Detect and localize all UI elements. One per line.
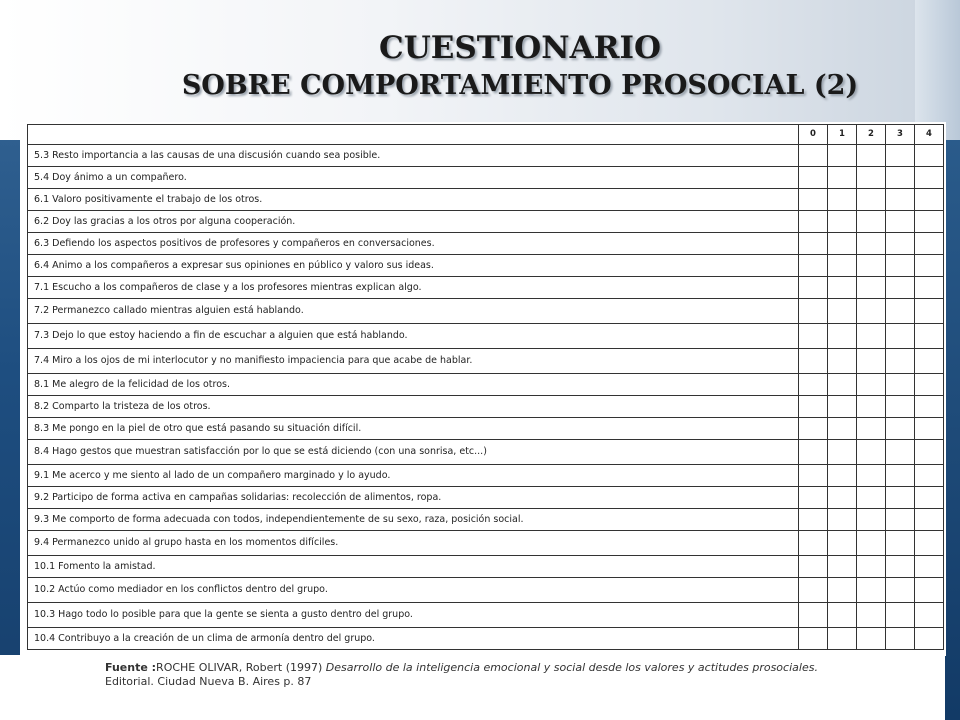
question-row [28, 603, 944, 628]
question-text: 7.3 Dejo lo que estoy haciendo a fin de escuchar a alguien que está hablando. [28, 324, 799, 349]
answer-cell-0[interactable] [799, 255, 828, 277]
answer-cell-0[interactable] [799, 349, 828, 374]
answer-cell-4[interactable] [915, 189, 944, 211]
answer-cell-0[interactable] [799, 145, 828, 167]
question-row [28, 374, 944, 396]
question-row [28, 418, 944, 440]
answer-cell-4[interactable] [915, 531, 944, 556]
answer-cell-1[interactable] [828, 418, 857, 440]
answer-cell-2[interactable] [857, 440, 886, 465]
question-text: 5.3 Resto importancia a las causas de una discusión cuando sea posible. [28, 145, 799, 167]
answer-cell-1[interactable] [828, 603, 857, 628]
answer-cell-3[interactable] [886, 418, 915, 440]
answer-cell-4[interactable] [915, 465, 944, 487]
question-text: 8.1 Me alegro de la felicidad de los otros. [28, 374, 799, 396]
answer-cell-4[interactable] [915, 556, 944, 578]
question-row [28, 509, 944, 531]
answer-cell-0[interactable] [799, 440, 828, 465]
answer-cell-1[interactable] [828, 277, 857, 299]
answer-cell-4[interactable] [915, 145, 944, 167]
answer-cell-1[interactable] [828, 396, 857, 418]
scale-header-4: 4 [915, 125, 944, 145]
answer-cell-0[interactable] [799, 556, 828, 578]
question-text: 9.4 Permanezco unido al grupo hasta en los momentos difíciles. [28, 531, 799, 556]
question-text: 7.1 Escucho a los compañeros de clase y a los profesores mientras explican algo. [28, 277, 799, 299]
answer-cell-2[interactable] [857, 556, 886, 578]
question-text: 6.2 Doy las gracias a los otros por alguna cooperación. [28, 211, 799, 233]
question-text: 8.4 Hago gestos que muestran satisfacción por lo que se está diciendo (con una sonrisa, etc...) [28, 440, 799, 465]
source-publisher: Editorial. Ciudad Nueva B. Aires p. 87 [105, 675, 312, 688]
answer-cell-0[interactable] [799, 396, 828, 418]
answer-cell-4[interactable] [915, 349, 944, 374]
answer-cell-4[interactable] [915, 277, 944, 299]
answer-cell-4[interactable] [915, 603, 944, 628]
answer-cell-2[interactable] [857, 418, 886, 440]
answer-cell-3[interactable] [886, 299, 915, 324]
answer-cell-3[interactable] [886, 145, 915, 167]
answer-cell-0[interactable] [799, 603, 828, 628]
answer-cell-1[interactable] [828, 578, 857, 603]
answer-cell-1[interactable] [828, 189, 857, 211]
answer-cell-4[interactable] [915, 324, 944, 349]
question-text: 7.2 Permanezco callado mientras alguien está hablando. [28, 299, 799, 324]
question-text: 8.3 Me pongo en la piel de otro que está pasando su situación difícil. [28, 418, 799, 440]
answer-cell-4[interactable] [915, 211, 944, 233]
source-label: Fuente : [105, 661, 157, 674]
title-line-1: CUESTIONARIO [379, 30, 661, 66]
answer-cell-0[interactable] [799, 211, 828, 233]
answer-cell-0[interactable] [799, 167, 828, 189]
answer-cell-2[interactable] [857, 374, 886, 396]
answer-cell-0[interactable] [799, 509, 828, 531]
answer-cell-3[interactable] [886, 440, 915, 465]
answer-cell-2[interactable] [857, 465, 886, 487]
answer-cell-4[interactable] [915, 233, 944, 255]
answer-cell-1[interactable] [828, 324, 857, 349]
answer-cell-3[interactable] [886, 324, 915, 349]
question-row [28, 349, 944, 374]
answer-cell-4[interactable] [915, 299, 944, 324]
answer-cell-3[interactable] [886, 374, 915, 396]
question-row [28, 299, 944, 324]
answer-cell-3[interactable] [886, 556, 915, 578]
answer-cell-4[interactable] [915, 628, 944, 650]
question-text: 7.4 Miro a los ojos de mi interlocutor y no manifiesto impaciencia para que acabe de hablar. [28, 349, 799, 374]
answer-cell-0[interactable] [799, 277, 828, 299]
question-text: 10.4 Contribuyo a la creación de un clima de armonía dentro del grupo. [28, 628, 799, 650]
question-text: 9.1 Me acerco y me siento al lado de un compañero marginado y lo ayudo. [28, 465, 799, 487]
answer-cell-0[interactable] [799, 324, 828, 349]
answer-cell-4[interactable] [915, 578, 944, 603]
answer-cell-3[interactable] [886, 509, 915, 531]
answer-cell-1[interactable] [828, 374, 857, 396]
answer-cell-3[interactable] [886, 233, 915, 255]
answer-cell-3[interactable] [886, 189, 915, 211]
question-row [28, 277, 944, 299]
answer-cell-1[interactable] [828, 509, 857, 531]
question-row [28, 255, 944, 277]
slide-title [120, 28, 920, 104]
scale-header-3: 3 [886, 125, 915, 145]
answer-cell-0[interactable] [799, 487, 828, 509]
question-text: 9.2 Participo de forma activa en campañas solidarias: recolección de alimentos, ropa. [28, 487, 799, 509]
question-row [28, 465, 944, 487]
answer-cell-3[interactable] [886, 531, 915, 556]
source-citation [105, 661, 925, 689]
answer-cell-3[interactable] [886, 277, 915, 299]
answer-cell-4[interactable] [915, 509, 944, 531]
answer-cell-1[interactable] [828, 349, 857, 374]
answer-cell-2[interactable] [857, 324, 886, 349]
answer-cell-2[interactable] [857, 255, 886, 277]
scale-header-0: 0 [799, 125, 828, 145]
answer-cell-0[interactable] [799, 189, 828, 211]
answer-cell-4[interactable] [915, 167, 944, 189]
answer-cell-0[interactable] [799, 628, 828, 650]
question-text: 6.1 Valoro positivamente el trabajo de los otros. [28, 189, 799, 211]
question-row [28, 487, 944, 509]
answer-cell-4[interactable] [915, 396, 944, 418]
answer-cell-4[interactable] [915, 487, 944, 509]
question-row [28, 324, 944, 349]
question-row [28, 531, 944, 556]
answer-cell-3[interactable] [886, 255, 915, 277]
answer-cell-3[interactable] [886, 628, 915, 650]
question-row [28, 189, 944, 211]
answer-cell-3[interactable] [886, 578, 915, 603]
answer-cell-2[interactable] [857, 396, 886, 418]
questionnaire-body [28, 125, 944, 650]
question-text: 10.3 Hago todo lo posible para que la gente se sienta a gusto dentro del grupo. [28, 603, 799, 628]
source-work: Desarrollo de la inteligencia emocional y social desde los valores y actitudes prosociales. [325, 661, 818, 674]
answer-cell-3[interactable] [886, 349, 915, 374]
answer-cell-1[interactable] [828, 531, 857, 556]
scale-header-1: 1 [828, 125, 857, 145]
question-row [28, 440, 944, 465]
question-text: 10.1 Fomento la amistad. [28, 556, 799, 578]
answer-cell-2[interactable] [857, 487, 886, 509]
question-row [28, 145, 944, 167]
answer-cell-2[interactable] [857, 628, 886, 650]
question-row [28, 167, 944, 189]
answer-cell-0[interactable] [799, 465, 828, 487]
answer-cell-2[interactable] [857, 145, 886, 167]
title-line-2: SOBRE COMPORTAMIENTO PROSOCIAL (2) [181, 70, 859, 101]
answer-cell-3[interactable] [886, 465, 915, 487]
answer-cell-4[interactable] [915, 255, 944, 277]
answer-cell-1[interactable] [828, 465, 857, 487]
answer-cell-2[interactable] [857, 578, 886, 603]
answer-cell-0[interactable] [799, 233, 828, 255]
answer-cell-1[interactable] [828, 299, 857, 324]
answer-cell-0[interactable] [799, 299, 828, 324]
answer-cell-2[interactable] [857, 509, 886, 531]
answer-cell-3[interactable] [886, 603, 915, 628]
answer-cell-2[interactable] [857, 211, 886, 233]
answer-cell-0[interactable] [799, 374, 828, 396]
answer-cell-2[interactable] [857, 189, 886, 211]
question-row [28, 578, 944, 603]
answer-cell-1[interactable] [828, 255, 857, 277]
question-text: 5.4 Doy ánimo a un compañero. [28, 167, 799, 189]
answer-cell-2[interactable] [857, 349, 886, 374]
scale-header-2: 2 [857, 125, 886, 145]
answer-cell-2[interactable] [857, 299, 886, 324]
question-row [28, 211, 944, 233]
answer-cell-4[interactable] [915, 418, 944, 440]
answer-cell-1[interactable] [828, 233, 857, 255]
question-row [28, 233, 944, 255]
source-author: ROCHE OLIVAR, Robert (1997) [156, 661, 326, 674]
question-text: 9.3 Me comporto de forma adecuada con todos, independientemente de su sexo, raza, posición social. [28, 509, 799, 531]
header-blank-cell [28, 125, 799, 145]
answer-cell-4[interactable] [915, 440, 944, 465]
answer-cell-1[interactable] [828, 487, 857, 509]
answer-cell-4[interactable] [915, 374, 944, 396]
answer-cell-3[interactable] [886, 487, 915, 509]
question-row [28, 556, 944, 578]
answer-cell-0[interactable] [799, 531, 828, 556]
question-text: 10.2 Actúo como mediador en los conflictos dentro del grupo. [28, 578, 799, 603]
answer-cell-1[interactable] [828, 628, 857, 650]
question-row [28, 628, 944, 650]
answer-cell-2[interactable] [857, 277, 886, 299]
answer-cell-1[interactable] [828, 556, 857, 578]
answer-cell-3[interactable] [886, 396, 915, 418]
answer-cell-1[interactable] [828, 211, 857, 233]
scale-header-row [28, 125, 944, 145]
answer-cell-1[interactable] [828, 145, 857, 167]
questionnaire-table [27, 124, 944, 650]
answer-cell-2[interactable] [857, 603, 886, 628]
question-text: 6.4 Animo a los compañeros a expresar sus opiniones en público y valoro sus ideas. [28, 255, 799, 277]
answer-cell-0[interactable] [799, 578, 828, 603]
answer-cell-1[interactable] [828, 167, 857, 189]
answer-cell-2[interactable] [857, 531, 886, 556]
question-row [28, 396, 944, 418]
answer-cell-1[interactable] [828, 440, 857, 465]
question-text: 6.3 Defiendo los aspectos positivos de profesores y compañeros en conversaciones. [28, 233, 799, 255]
answer-cell-3[interactable] [886, 167, 915, 189]
answer-cell-0[interactable] [799, 418, 828, 440]
answer-cell-2[interactable] [857, 167, 886, 189]
question-text: 8.2 Comparto la tristeza de los otros. [28, 396, 799, 418]
answer-cell-3[interactable] [886, 211, 915, 233]
answer-cell-2[interactable] [857, 233, 886, 255]
